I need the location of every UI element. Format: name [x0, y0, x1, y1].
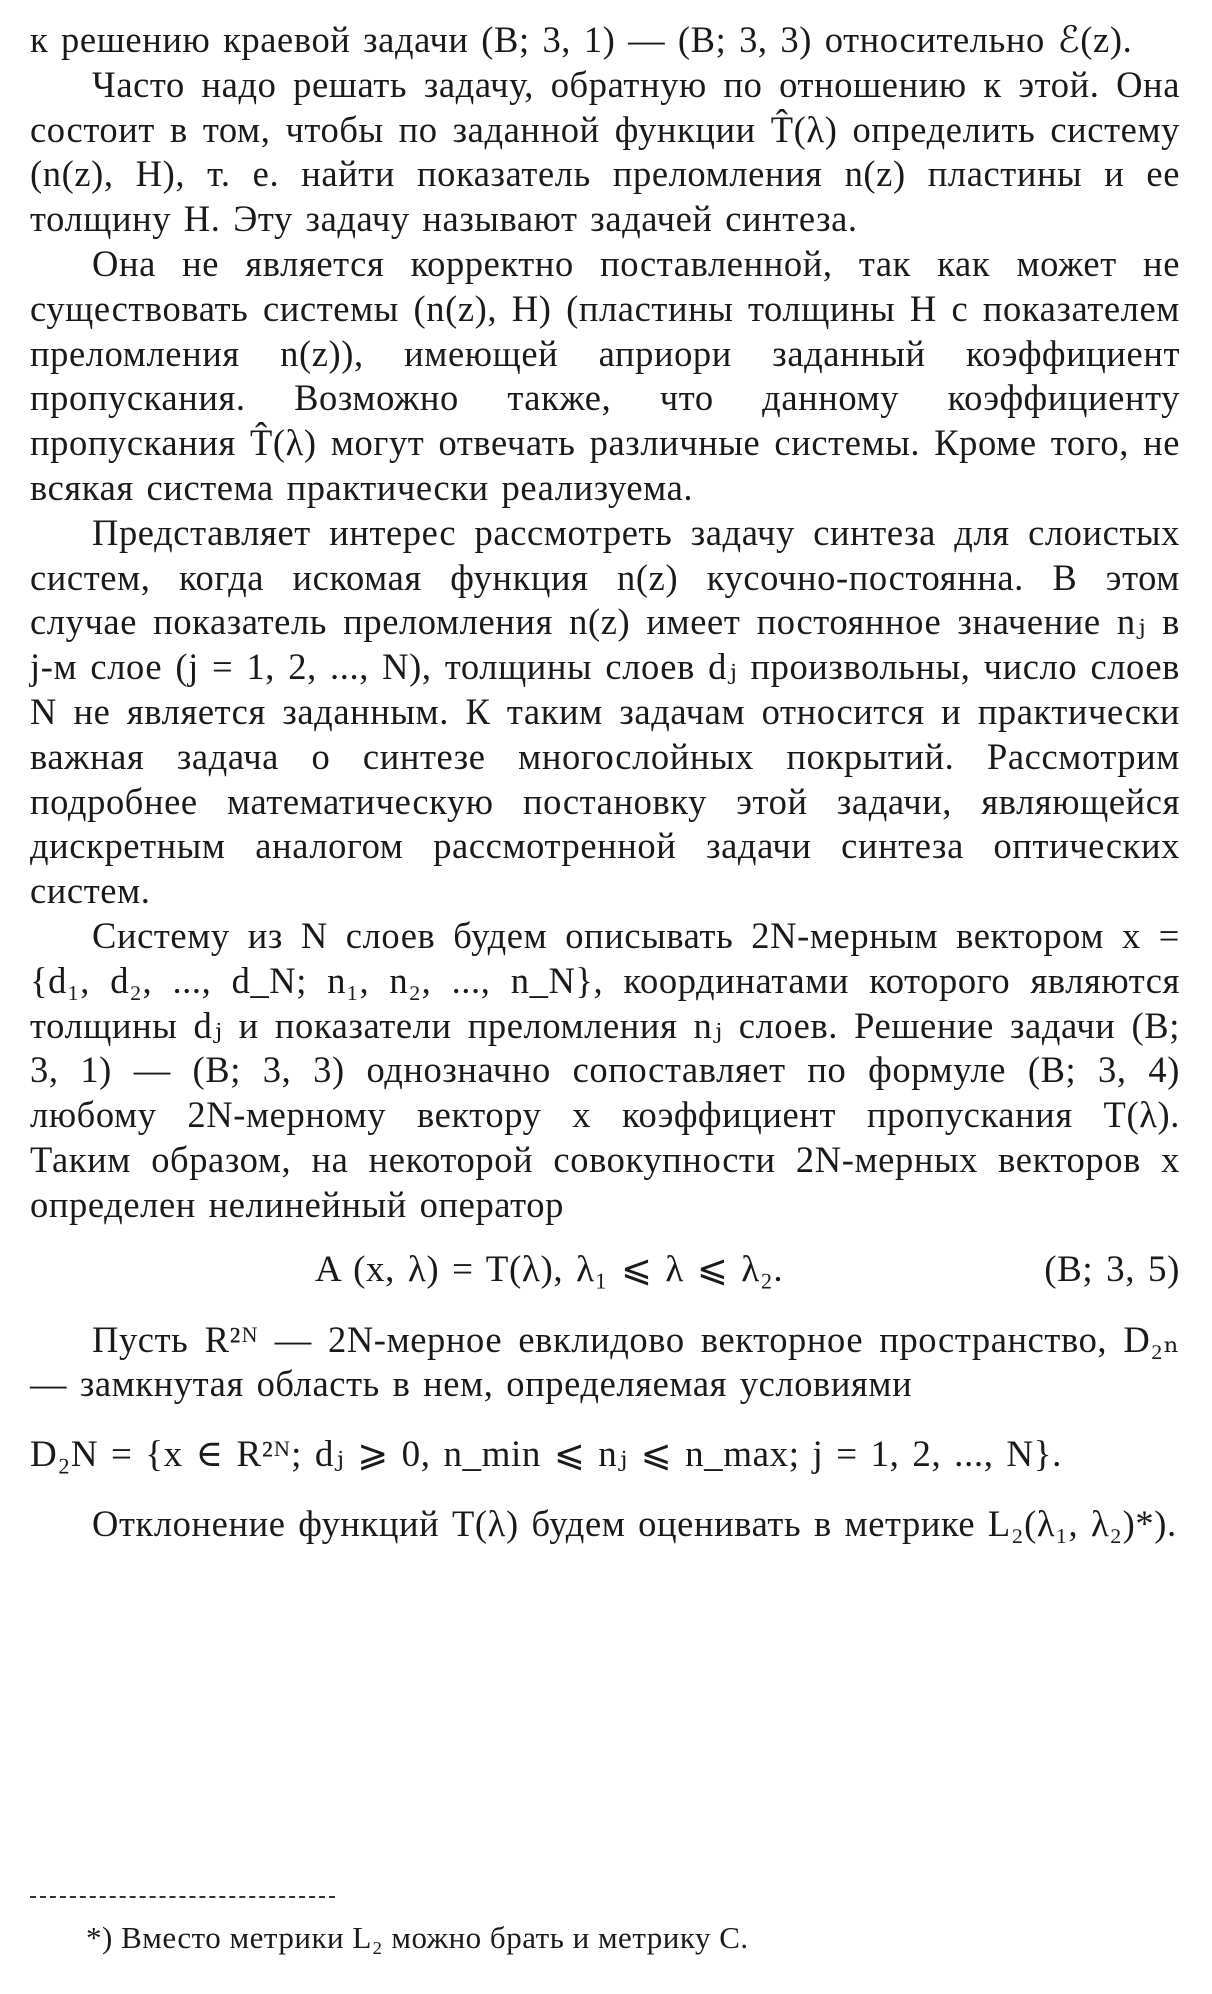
paragraph-5: Систему из N слоев будем описывать 2N-мерным вектором x = {d₁, d₂, ..., d_N; n₁, n₂, ..., n_N}, координатами которого являются толщины dⱼ и показатели преломления nⱼ слоев. Решение задачи (B; 3, 1) — (B; 3, 3) однозначно сопоставляет по формуле (B; 3, 4) любому 2N-мерному вектору x коэффициент пропускания T(λ). Таким образом, на некоторой совокупности 2N-мерных векторов x определен нелинейный оператор: [30, 914, 1180, 1225]
domain-definition-formula: D₂N = {x ∈ R²ᴺ; dⱼ ⩾ 0, n_min ⩽ nⱼ ⩽ n_max; j = 1, 2, ..., N}.: [30, 1434, 1062, 1476]
equation-expression: A (x, λ) = T(λ), λ₁ ⩽ λ ⩽ λ₂.: [315, 1248, 784, 1290]
paragraph-7: Отклонение функций T(λ) будем оценивать в метрике L₂(λ₁, λ₂)*).: [92, 1502, 1177, 1544]
paragraph-3: Она не является корректно поставленной, так как может не существовать системы (n(z), H) (пластины толщины H с показателем преломления n(z)), имеющей априори заданный коэффициент пропускания. Возможно также, что данному коэффициенту пропускания T̂(λ) могут отвечать различные системы. Кроме того, не всякая система практически реализуема.: [30, 242, 1180, 508]
paragraph-2: Часто надо решать задачу, обратную по отношению к этой. Она состоит в том, чтобы по заданной функции T̂(λ) определить систему (n(z), H), т. е. найти показатель преломления n(z) пластины и ее толщину H. Эту задачу называют задачей синтеза.: [30, 63, 1180, 240]
footnote: *) Вместо метрики L₂ можно брать и метрику C.: [86, 1920, 749, 1955]
footnote-separator: [30, 1896, 335, 1898]
paragraph-4: Представляет интерес рассмотреть задачу синтеза для слоистых систем, когда искомая функция n(z) кусочно-постоянна. В этом случае показатель преломления n(z) имеет постоянное значение nⱼ в j-м слое (j = 1, 2, ..., N), толщины слоев dⱼ произвольны, число слоев N не является заданным. К таким задачам относится и практически важная задача о синтезе многослойных покрытий. Рассмотрим подробнее математическую постановку этой задачи, являющейся дискретным аналогом рассмотренной задачи синтеза оптических систем.: [30, 511, 1180, 912]
paragraph-6: Пусть R²ᴺ — 2N-мерное евклидово векторное пространство, D₂ₙ — замкнутая область в нем, определяемая условиями: [30, 1318, 1180, 1405]
main-text: [30, 18, 1180, 1547]
paragraph-1: к решению краевой задачи (B; 3, 1) — (B; 3, 3) относительно ℰ(z).: [30, 19, 1133, 60]
equation-b-3-5: [30, 1248, 1180, 1298]
equation-number: (B; 3, 5): [1044, 1248, 1180, 1290]
